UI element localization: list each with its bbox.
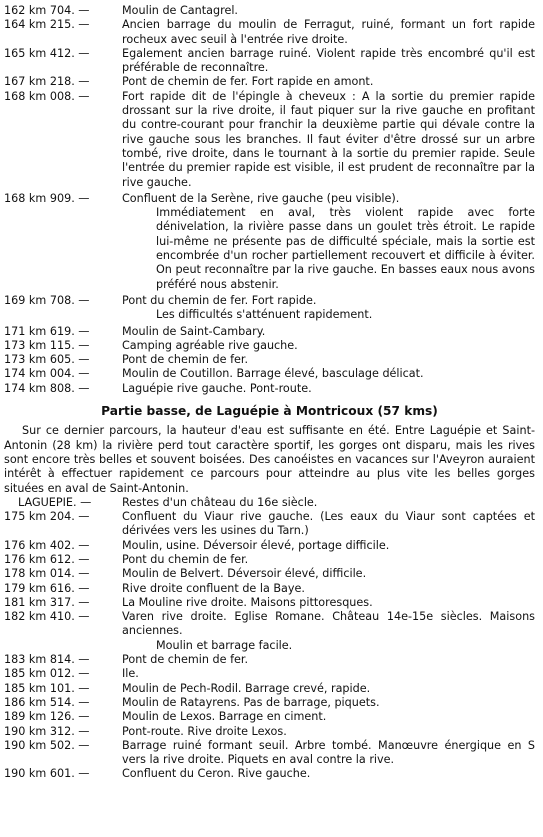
km-marker: 169 km 708. —: [4, 293, 90, 307]
entries-end: [4, 653, 535, 782]
entry-168-008: [4, 90, 535, 190]
entry-162: [4, 4, 535, 18]
entry-167: [4, 75, 535, 89]
km-marker: 162 km 704. —: [4, 4, 90, 17]
km-marker: 175 km 204. —: [4, 510, 90, 524]
entry-text: Ancien barrage du moulin de Ferragut, ruiné, formant un fort rapide rocheux avec seuil à l'entrée rive droite.: [122, 18, 535, 46]
entry-165: [4, 47, 535, 76]
km-marker: 183 km 814. —: [4, 653, 90, 667]
km-marker: 176 km 612. —: [4, 552, 90, 566]
entry-176-402: [4, 539, 535, 553]
km-marker: 168 km 909. —: [4, 191, 90, 205]
entry-text: Pont-route. Rive droite Lexos.: [122, 724, 287, 738]
entry-185-012: [4, 667, 535, 681]
entry-185-101: [4, 682, 535, 696]
entry-text: Restes d'un château du 16e siècle.: [122, 495, 318, 509]
entry-168-909: [4, 192, 535, 206]
km-marker: 168 km 008. —: [4, 89, 90, 103]
entry-text: Moulin de Pech-Rodil. Barrage crevé, rapide.: [122, 681, 371, 695]
entry-182: [4, 610, 535, 639]
entry-text: Moulin de Coutillon. Barrage élevé, basculage délicat.: [122, 367, 424, 381]
km-marker: 189 km 126. —: [4, 710, 90, 724]
entry-text: La Mouline rive droite. Maisons pittoresques.: [122, 595, 373, 609]
km-marker: 185 km 012. —: [4, 667, 90, 681]
entry-text: Egalement ancien barrage ruiné. Violent rapide très encombré qu'il est préférable de reconnaître.: [122, 46, 535, 75]
entry-181: [4, 596, 535, 610]
km-marker: 179 km 616. —: [4, 581, 90, 595]
km-marker: 176 km 402. —: [4, 538, 90, 552]
entries-bottom: [4, 510, 535, 639]
entry-text: Confluent du Viaur rive gauche. (Les eaux du Viaur sont captées et dérivées vers les usines du Tarn.): [122, 510, 535, 538]
entry-text: Moulin de Lexos. Barrage en ciment.: [122, 710, 327, 724]
entry-text: Moulin, usine. Déversoir élevé, portage difficile.: [122, 538, 390, 552]
km-marker: 174 km 808. —: [4, 381, 90, 395]
entry-176-612: [4, 553, 535, 567]
entry-173-605: [4, 353, 535, 367]
entry-text: Confluent du Ceron. Rive gauche.: [122, 767, 311, 781]
entry-186: [4, 696, 535, 710]
entry-183: [4, 653, 535, 667]
entry-174-808: [4, 382, 535, 396]
entry-text: Pont de chemin de fer.: [122, 653, 249, 667]
entry-text: Barrage ruiné formant seuil. Arbre tombé. Manœuvre énergique en S vers la rive droite. Piquets en aval contre la rive.: [122, 738, 535, 767]
entry-179: [4, 582, 535, 596]
km-marker: 182 km 410. —: [4, 610, 90, 624]
km-marker: 171 km 619. —: [4, 324, 90, 338]
entry-169: [4, 294, 535, 308]
entry-text: Moulin de Belvert. Déversoir élevé, difficile.: [122, 567, 367, 581]
km-marker: 173 km 605. —: [4, 353, 90, 367]
entry-text: Moulin de Cantagrel.: [122, 4, 238, 17]
km-marker: 174 km 004. —: [4, 367, 90, 381]
km-marker: 181 km 317. —: [4, 595, 90, 609]
entry-text: Moulin de Ratayrens. Pas de barrage, piquets.: [122, 695, 380, 709]
entry-190-601: [4, 767, 535, 781]
entry-text: Ile.: [122, 667, 139, 681]
note-serene: Immédiatement en aval, très violent rapide avec forte dénivelation, la rivière passe dans un goulet très étroit. Le rapide lui-même ne présente pas de difficulté spéciale, mais la sortie est encombrée d'un rocher partiellement recouvert et difficile à éviter. On peut reconnaître par la rive gauche. En basses eaux nous avons préféré nous abstenir.: [156, 206, 535, 291]
section-heading: Partie basse, de Laguépie à Montricoux (57 kms): [101, 404, 438, 419]
entry-text: Fort rapide dit de l'épingle à cheveux : A la sortie du premier rapide drossant sur la rive droite, il faut piquer sur la rive gauche en profitant du contre-courant pour franchir la deuxième partie qui dévale contre la rive gauche sous les branches. Il faut éviter d'être drossé sur un arbre tombé, rive droite, dans le tournant à la sortie du premier rapide. Seule l'entrée du premier rapide est visible, il est prudent de reconnaître par la rive gauche.: [122, 89, 535, 189]
note-182: Moulin et barrage facile.: [156, 638, 293, 652]
entry-text: Pont de chemin de fer. Fort rapide en amont.: [122, 75, 374, 89]
km-marker: 167 km 218. —: [4, 75, 90, 89]
km-marker: 165 km 412. —: [4, 46, 90, 60]
intro-paragraph: Sur ce dernier parcours, la hauteur d'eau est suffisante en été. Entre Laguépie et Saint-Antonin (28 km) la rivière perd tout caractère sportif, les gorges ont disparu, mais les rives sont encore très belles et souvent boisées. Des canoéistes en vacances sur l'Aveyron auraient intérêt à effectuer rapidement ce parcours pour atteindre au plus vite les belles gorges situées en aval de Saint-Antonin.: [4, 424, 535, 495]
km-marker: 178 km 014. —: [4, 567, 90, 581]
entry-text: Pont du chemin de fer. Fort rapide.: [122, 293, 317, 307]
entry-173-115: [4, 339, 535, 353]
entry-laguepie: [4, 496, 535, 510]
km-marker: LAGUEPIE. —: [18, 495, 92, 509]
entry-text: Moulin de Saint-Cambary.: [122, 324, 266, 338]
entry-text: Pont du chemin de fer.: [122, 552, 249, 566]
entry-175: [4, 510, 535, 539]
entry-text: Pont de chemin de fer.: [122, 353, 249, 367]
entry-189: [4, 710, 535, 724]
entry-171: [4, 325, 535, 339]
km-marker: 173 km 115. —: [4, 338, 90, 352]
entry-text: Laguépie rive gauche. Pont-route.: [122, 381, 312, 395]
entry-text: Varen rive droite. Eglise Romane. Château 14e-15e siècles. Maisons anciennes.: [122, 610, 535, 638]
km-marker: 190 km 312. —: [4, 724, 90, 738]
entry-178: [4, 567, 535, 581]
km-marker: 186 km 514. —: [4, 695, 90, 709]
entry-text: Rive droite confluent de la Baye.: [122, 581, 305, 595]
km-marker: 190 km 601. —: [4, 767, 90, 781]
km-marker: 185 km 101. —: [4, 681, 90, 695]
entry-174-004: [4, 367, 535, 381]
entry-164: [4, 18, 535, 47]
entries-top: [4, 4, 535, 206]
entry-190-312: [4, 725, 535, 739]
entry-text: Camping agréable rive gauche.: [122, 338, 298, 352]
entry-190-502: [4, 739, 535, 768]
km-marker: 190 km 502. —: [4, 738, 90, 752]
entry-text: Confluent de la Serène, rive gauche (peu visible).: [122, 191, 400, 205]
entries-mid: [4, 325, 535, 396]
km-marker: 164 km 215. —: [4, 18, 90, 32]
note-169: Les difficultés s'atténuent rapidement.: [156, 308, 373, 322]
